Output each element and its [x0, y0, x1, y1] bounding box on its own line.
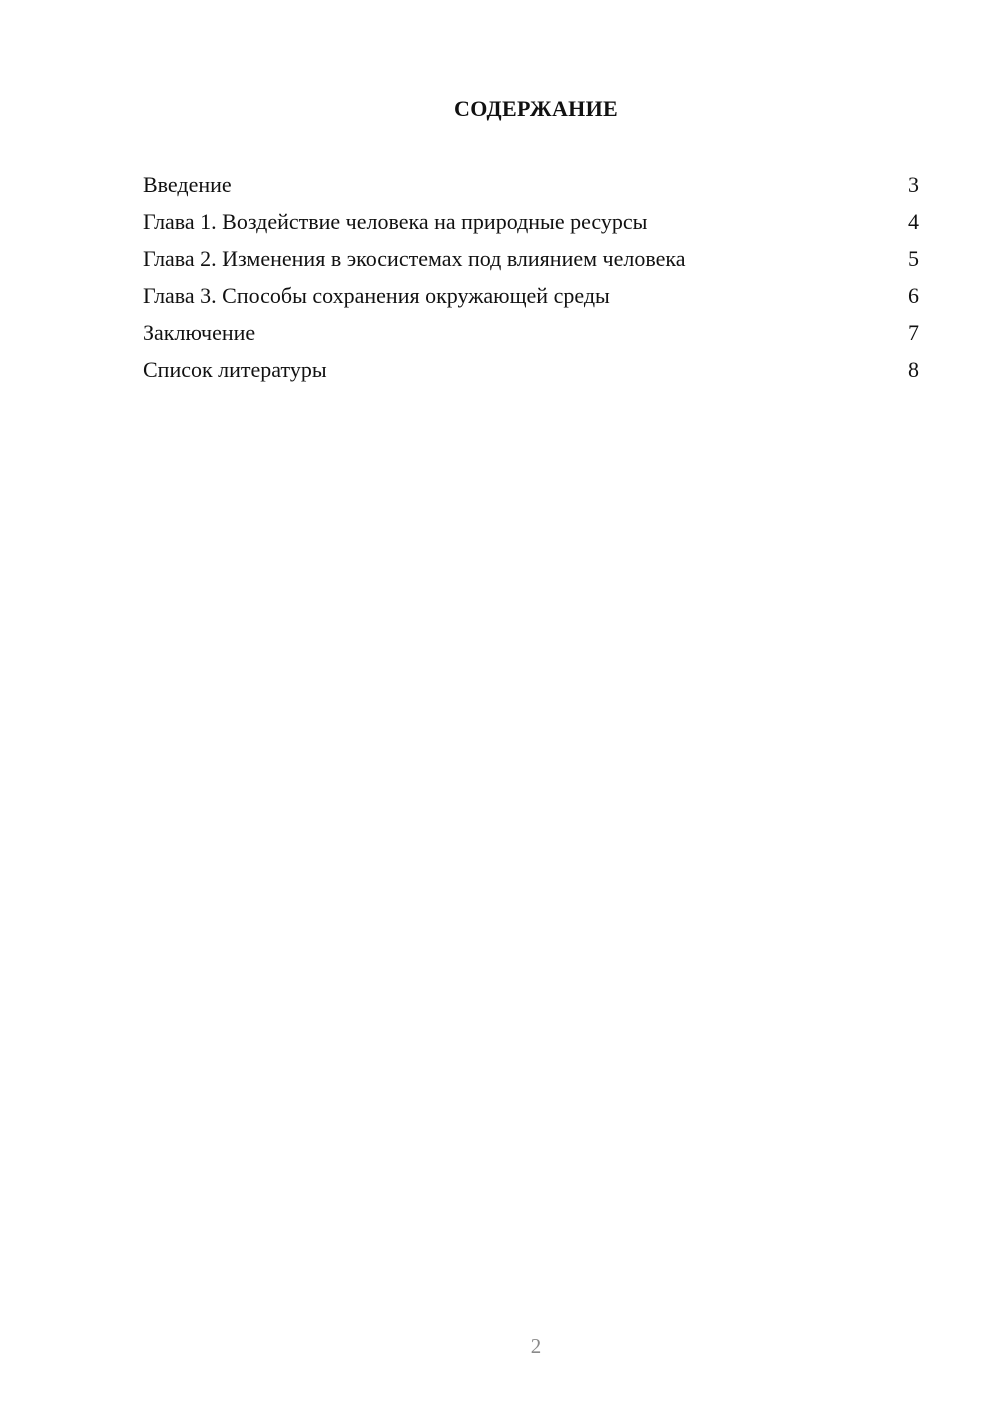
toc-entry-chapter-1 — [143, 207, 919, 244]
toc-entry-page: 5 — [908, 246, 919, 271]
toc-entry-label: Глава 2. Изменения в экосистемах под влиянием человека — [143, 246, 686, 271]
toc-entry-page: 6 — [908, 283, 919, 308]
toc-entry-page: 8 — [908, 357, 919, 382]
toc-title: СОДЕРЖАНИЕ — [454, 96, 618, 121]
toc-entry-chapter-3 — [143, 281, 919, 318]
toc-entry-page: 3 — [908, 172, 919, 197]
toc-entry-label: Список литературы — [143, 357, 327, 382]
toc-list — [143, 170, 919, 392]
toc-entry-label: Глава 3. Способы сохранения окружающей среды — [143, 283, 610, 308]
toc-entry-label: Введение — [143, 172, 232, 197]
page-number: 2 — [530, 1334, 542, 1358]
toc-entry-introduction — [143, 170, 919, 207]
toc-entry-label: Глава 1. Воздействие человека на природные ресурсы — [143, 209, 648, 234]
toc-entry-label: Заключение — [143, 320, 256, 345]
toc-entry-page: 4 — [908, 209, 919, 234]
toc-entry-conclusion — [143, 318, 919, 355]
toc-entry-chapter-2 — [143, 244, 919, 281]
toc-entry-page: 7 — [908, 320, 919, 345]
toc-entry-bibliography — [143, 355, 919, 392]
